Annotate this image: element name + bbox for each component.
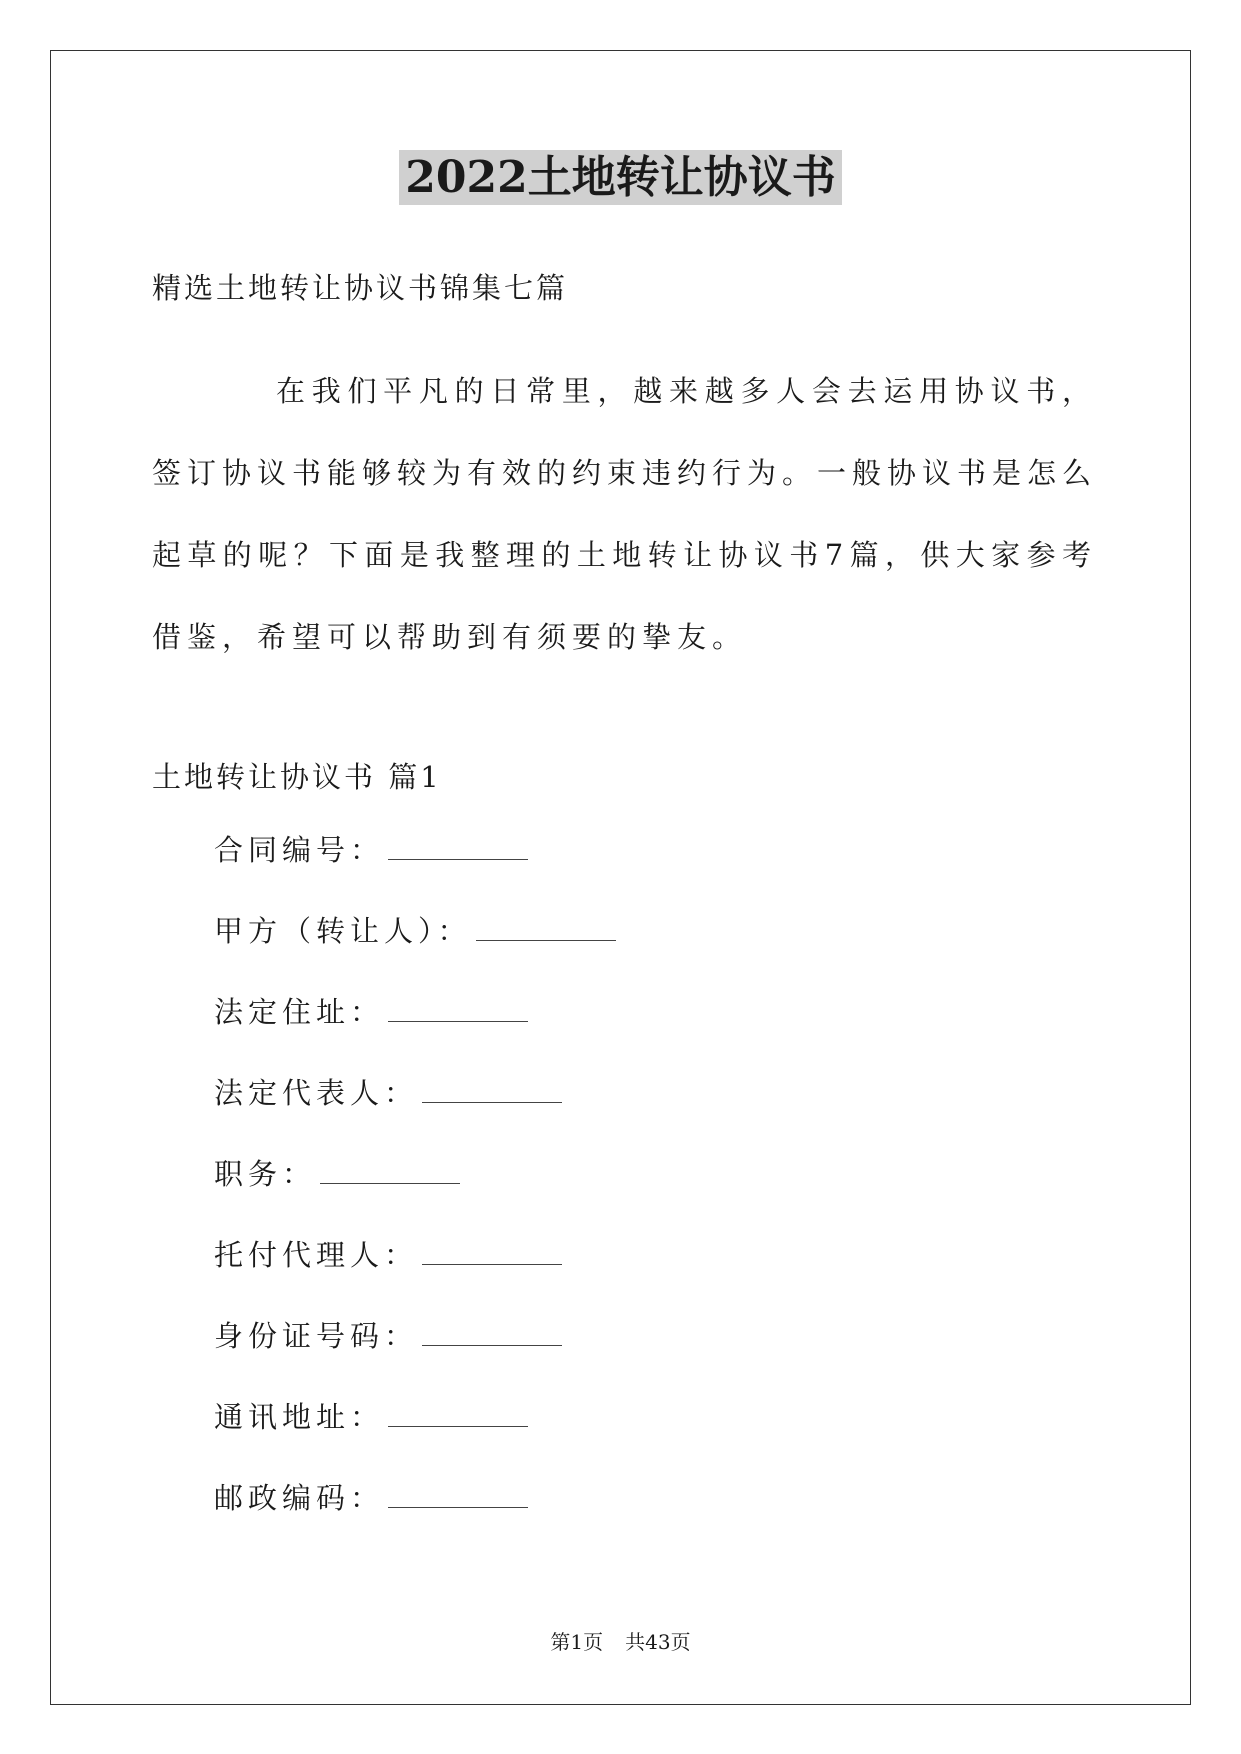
blank-line bbox=[388, 1483, 528, 1508]
field-mailing-address bbox=[214, 1397, 616, 1478]
field-party-a bbox=[214, 911, 616, 992]
document-subtitle: 精选土地转让协议书锦集七篇 bbox=[152, 271, 569, 305]
field-position bbox=[214, 1154, 616, 1235]
blank-line bbox=[388, 997, 528, 1022]
field-agent bbox=[214, 1235, 616, 1316]
blank-line bbox=[388, 835, 528, 860]
field-label: 甲方（转让人）： bbox=[214, 914, 472, 948]
page-current: 第1页 bbox=[550, 1630, 604, 1654]
contract-fields-list bbox=[214, 830, 616, 1559]
section-heading: 土地转让协议书 篇1 bbox=[152, 760, 442, 794]
field-label: 法定代表人： bbox=[214, 1076, 419, 1110]
field-legal-representative bbox=[214, 1073, 616, 1154]
field-id-number bbox=[214, 1316, 616, 1397]
field-label: 托付代理人： bbox=[214, 1238, 419, 1272]
page-footer bbox=[0, 1628, 1241, 1656]
blank-line bbox=[320, 1159, 460, 1184]
page-total: 共43页 bbox=[625, 1630, 691, 1654]
field-legal-address bbox=[214, 992, 616, 1073]
blank-line bbox=[476, 916, 616, 941]
document-title bbox=[0, 150, 1241, 206]
field-label: 法定住址： bbox=[214, 995, 385, 1029]
field-label: 邮政编码： bbox=[214, 1481, 385, 1515]
document-title-text: 2022土地转让协议书 bbox=[399, 150, 841, 205]
field-label: 职务： bbox=[214, 1157, 317, 1191]
intro-paragraph: 在我们平凡的日常里，越来越多人会去运用协议书，签订协议书能够较为有效的约束违约行为。一般协议书是怎么起草的呢？下面是我整理的土地转让协议书7篇，供大家参考借鉴，希望可以帮助到有须要的挚友。 bbox=[152, 374, 1098, 654]
field-label: 通讯地址： bbox=[214, 1400, 385, 1434]
field-label: 合同编号： bbox=[214, 833, 385, 867]
field-label: 身份证号码： bbox=[214, 1319, 419, 1353]
field-postal-code bbox=[214, 1478, 616, 1559]
field-contract-number bbox=[214, 830, 616, 911]
blank-line bbox=[422, 1321, 562, 1346]
blank-line bbox=[388, 1402, 528, 1427]
blank-line bbox=[422, 1078, 562, 1103]
blank-line bbox=[422, 1240, 562, 1265]
